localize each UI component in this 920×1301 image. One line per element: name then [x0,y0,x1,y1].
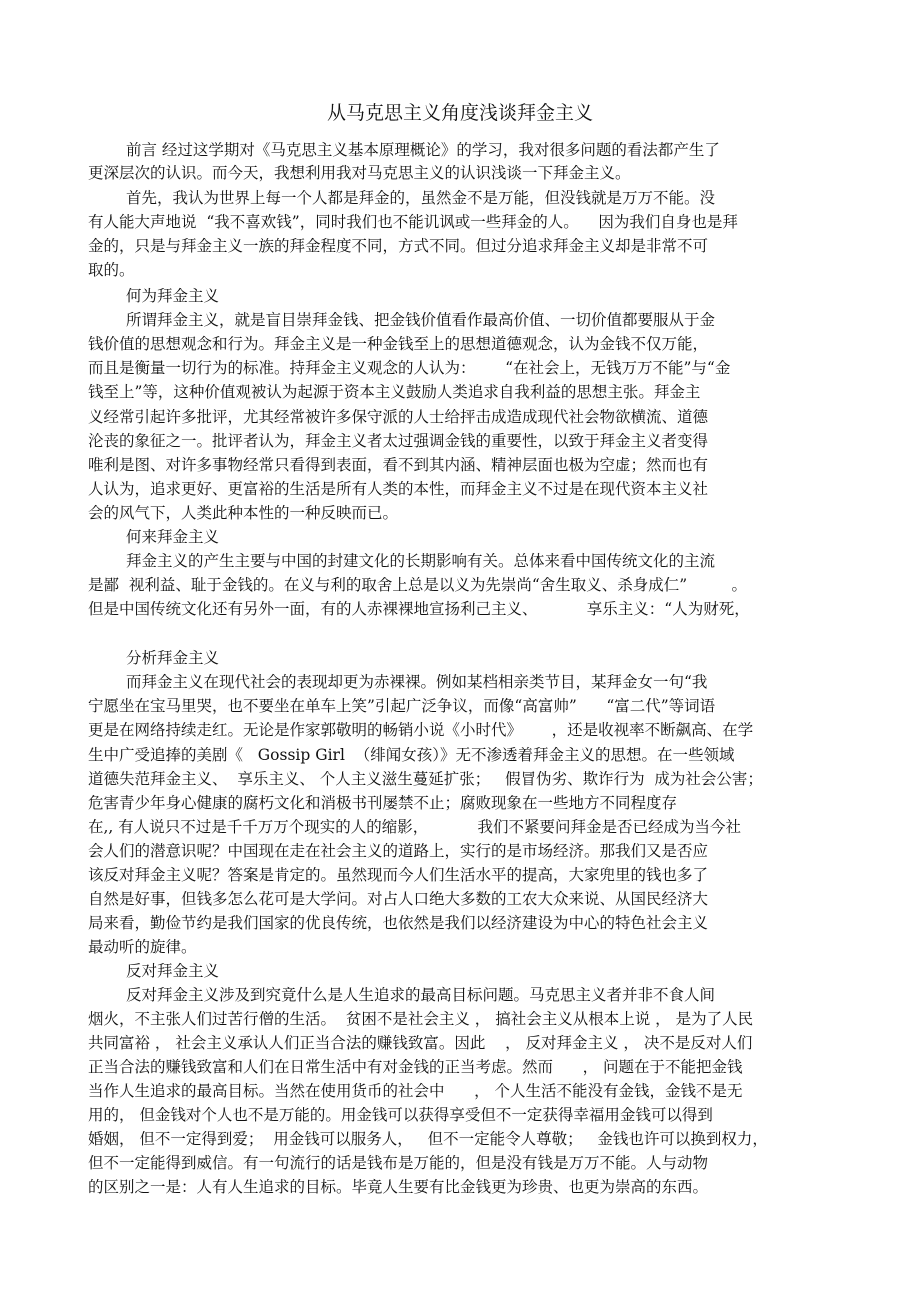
text-line: 人认为，追求更好、更富裕的生活是所有人类的本性，而拜金主义不过是在现代资本主义社 [88,480,709,498]
text-line: 钱至上”等，这种价值观被认为起源于资本主义鼓励人类追求自我利益的思想主张。拜金主 [88,383,701,401]
section-heading: 反对拜金主义 [126,962,220,980]
text-line: 更深层次的认识。而今天，我想利用我对马克思主义的认识浅谈一下拜金主义。 [88,164,631,182]
text-line: 所谓拜金主义，就是盲目崇拜金钱、把金钱价值看作最高价值、一切价值都要服从于金 [126,311,716,329]
text-line: 该反对拜金主义呢？答案是肯定的。虽然现而今人们生活水平的提高，大家兜里的钱也多了 [88,866,709,884]
text-line: 会的风气下，人类此种本性的一种反映而已。 [88,504,399,522]
text-line: 正当合法的赚钱致富和人们在日常生活中有对金钱的正当考虑。然而 ， 问题在于不能把金钱 [88,1058,743,1076]
text-line: 但是中国传统文化还有另外一面，有的人赤裸裸地宣扬利己主义、 享乐主义：“人为财死， [88,600,750,618]
text-line: 钱价值的思想观念和行为。拜金主义是一种金钱至上的思想道德观念，认为金钱不仅万能， [88,335,709,353]
text-line: 有人能大声地说 “我不喜欢钱”，同时我们也不能讥讽或一些拜金的人。 因为我们自身也是拜 [88,213,738,231]
text-line: 沦丧的象征之一。批评者认为，拜金主义者太过强调金钱的重要性，以致于拜金主义者变得 [88,432,709,450]
section-heading: 何为拜金主义 [126,287,220,305]
text-line: 但不一定能得到威信。有一句流行的话是钱布是万能的，但是没有钱是万万不能。人与动物 [88,1154,709,1172]
section-heading: 分析拜金主义 [126,649,220,667]
text-line: 唯利是图、对许多事物经常只看得到表面，看不到其内涵、精神层面也极为空虚；然而也有 [88,456,709,474]
text-line: 拜金主义的产生主要与中国的封建文化的长期影响有关。总体来看中国传统文化的主流 [126,552,716,570]
text-line: 当作人生追求的最高目标。当然在使用货币的社会中 ， 个人生活不能没有金钱，金钱不是无 [88,1082,743,1100]
text-line: 共同富裕 ， 社会主义承认人们正当合法的赚钱致富。因此 ， 反对拜金主义 ， 决不是反对人们 [88,1034,753,1052]
document-title: 从马克思主义角度浅谈拜金主义 [326,102,593,124]
text-line: 婚姻， 但不一定得到爱； 用金钱可以服务人， 但不一定能令人尊敬； 金钱也许可以换到权力， [88,1130,768,1148]
text-line: 义经常引起许多批评，尤其经常被许多保守派的人士给抨击成造成现代社会物欲横流、道德 [88,408,709,426]
text-line: 局来看，勤俭节约是我们国家的优良传统，也依然是我们以经济建设为中心的特色社会主义 [88,914,709,932]
text-line: 而且是衡量一切行为的标准。持拜金主义观念的人认为： “在社会上，无钱万万不能”与“金 [88,359,731,377]
text-line: 道德失范拜金主义、 享乐主义、 个人主义滋生蔓延扩张； 假冒伪劣、欺诈行为 成为社会公害； [88,770,763,788]
text-line: 前言 经过这学期对《马克思主义基本原理概论》的学习，我对很多问题的看法都产生了 [126,141,720,159]
text-line: 会人们的潜意识呢？中国现在走在社会主义的道路上，实行的是市场经济。那我们又是否应 [88,842,709,860]
text-line: 取的。 [88,261,135,279]
text-line: 而拜金主义在现代社会的表现却更为赤裸裸。例如某档相亲类节目，某拜金女一句“我 [126,673,708,691]
text-line: 烟火，不主张人们过苦行僧的生活。 贫困不是社会主义 ， 搞社会主义从根本上说 ， 是为了人民 [88,1010,754,1028]
section-heading: 何来拜金主义 [126,528,220,546]
text-line: 生中广受追捧的美剧《 Gossip Girl （绯闻女孩）》无不渗透着拜金主义的思想。在一些领域 [88,746,735,764]
text-line: 的区别之一是：人有人生追求的目标。毕竟人生要有比金钱更为珍贵、也更为崇高的东西。 [88,1178,709,1196]
text-line: 首先，我认为世界上每一个人都是拜金的，虽然金不是万能，但没钱就是万万不能。没 [126,189,716,207]
text-line: 用的， 但金钱对个人也不是万能的。用金钱可以获得享受但不一定获得幸福用金钱可以得到 [88,1106,713,1124]
text-line: 金的，只是与拜金主义一族的拜金程度不同，方式不同。但过分追求拜金主义却是非常不可 [88,237,709,255]
text-line: 更是在网络持续走红。无论是作家郭敬明的畅销小说《小时代》 ，还是收视率不断飙高、在学 [88,721,754,739]
text-line: 反对拜金主义涉及到究竟什么是人生追求的最高目标问题。马克思主义者并非不食人间 [126,986,716,1004]
text-line: 最动听的旋律。 [88,938,197,956]
text-line: 自然是好事，但钱多怎么花可是大学问。对占人口绝大多数的工农大众来说、从国民经济大 [88,890,709,908]
text-line: 危害青少年身心健康的腐朽文化和消极书刊屡禁不止；腐败现象在一些地方不同程度存 [88,794,678,812]
text-line: 宁愿坐在宝马里哭，也不要坐在单车上笑”引起广泛争议，而像“高富帅” “富二代”等词语 [88,697,716,715]
text-line: 是鄙 视利益、耻于金钱的。在义与利的取舍上总是以义为先崇尚“舍生取义、杀身成仁” 。 [88,576,748,594]
text-line: 在,, 有人说只不过是千千万万个现实的人的缩影， 我们不紧要问拜金是否已经成为当今社 [88,818,742,836]
